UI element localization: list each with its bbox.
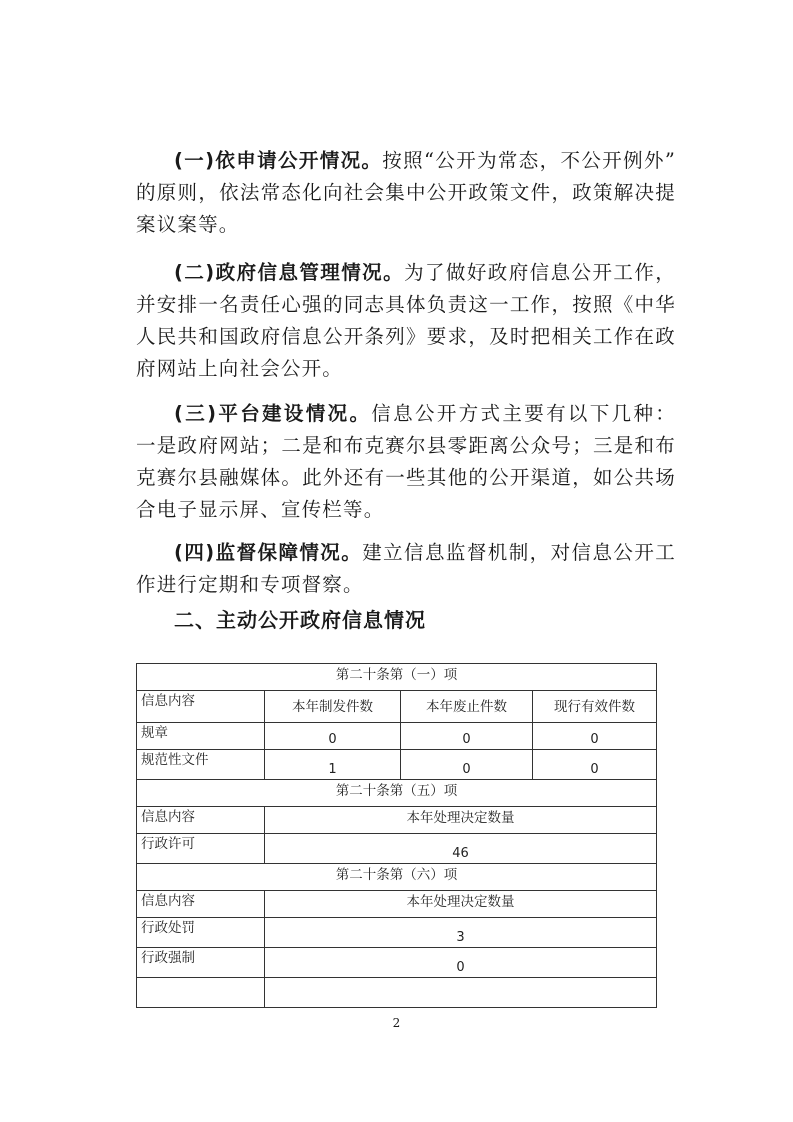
empty-cell (265, 978, 657, 1008)
row-label: 行政许可 (137, 834, 265, 864)
section-title-article-20-6: 第二十条第（六）项 (137, 864, 657, 891)
table-row (137, 723, 657, 750)
column-header: 本年处理决定数量 (265, 891, 657, 918)
table-header-row (137, 891, 657, 918)
table-cell: 3 (265, 918, 657, 948)
page-number: 2 (392, 1016, 401, 1030)
paragraph-application-disclosure (136, 145, 676, 241)
column-header: 本年处理决定数量 (265, 807, 657, 834)
paragraph-heading: (一)依申请公开情况。 (174, 149, 383, 172)
row-label: 行政强制 (137, 948, 265, 978)
column-header: 信息内容 (137, 691, 265, 723)
table-section-header (137, 780, 657, 807)
table-row (137, 918, 657, 948)
paragraph-heading: (四)监督保障情况。 (174, 541, 363, 564)
row-label: 规范性文件 (137, 750, 265, 780)
table-row-empty (137, 978, 657, 1008)
paragraph-body: 建立信息监督机制，对信息公开工作进行定期和专项督察。 (136, 541, 676, 596)
paragraph-information-management (136, 257, 676, 385)
table-section-header (137, 664, 657, 691)
table-cell: 1 (265, 750, 401, 780)
table-row (137, 750, 657, 780)
table-row (137, 834, 657, 864)
paragraph-body: 信息公开方式主要有以下几种： 一是政府网站；二是和布克赛尔县零距离公众号；三是和布克赛尔县融媒体。此外还有一些其他的公开渠道，如公共场合电子显示屏、宣传栏等。 (136, 402, 676, 521)
column-header: 本年废止件数 (401, 691, 533, 723)
row-label: 行政处罚 (137, 918, 265, 948)
table-cell: 0 (533, 723, 657, 750)
section-title: 二、主动公开政府信息情况 (174, 608, 426, 632)
row-label: 规章 (137, 723, 265, 750)
table-cell: 0 (401, 723, 533, 750)
table-cell: 0 (401, 750, 533, 780)
table-section-header (137, 864, 657, 891)
empty-cell (137, 978, 265, 1008)
section-title-article-20-1: 第二十条第（一）项 (137, 664, 657, 691)
column-header: 本年制发件数 (265, 691, 401, 723)
table-cell: 0 (265, 948, 657, 978)
paragraph-supervision (136, 537, 676, 601)
table-header-row (137, 807, 657, 834)
paragraph-heading: (三)平台建设情况。 (174, 402, 372, 425)
column-header: 信息内容 (137, 891, 265, 918)
table-row (137, 948, 657, 978)
column-header: 信息内容 (137, 807, 265, 834)
column-header: 现行有效件数 (533, 691, 657, 723)
table-header-row (137, 691, 657, 723)
table-cell: 46 (265, 834, 657, 864)
paragraph-heading: (二)政府信息管理情况。 (174, 261, 405, 284)
paragraph-body: 按照“公开为常态，不公开例外” 的原则，依法常态化向社会集中公开政策文件，政策解决提案议案等。 (136, 149, 676, 236)
section-title-article-20-5: 第二十条第（五）项 (137, 780, 657, 807)
paragraph-platform-construction (136, 398, 676, 526)
disclosure-table (136, 663, 657, 1008)
paragraph-body: 为了做好政府信息公开工作，并安排一名责任心强的同志具体负责这一工作，按照《中华人民共和国政府信息公开条列》要求，及时把相关工作在政府网站上向社会公开。 (136, 261, 676, 380)
table-cell: 0 (265, 723, 401, 750)
table-cell: 0 (533, 750, 657, 780)
